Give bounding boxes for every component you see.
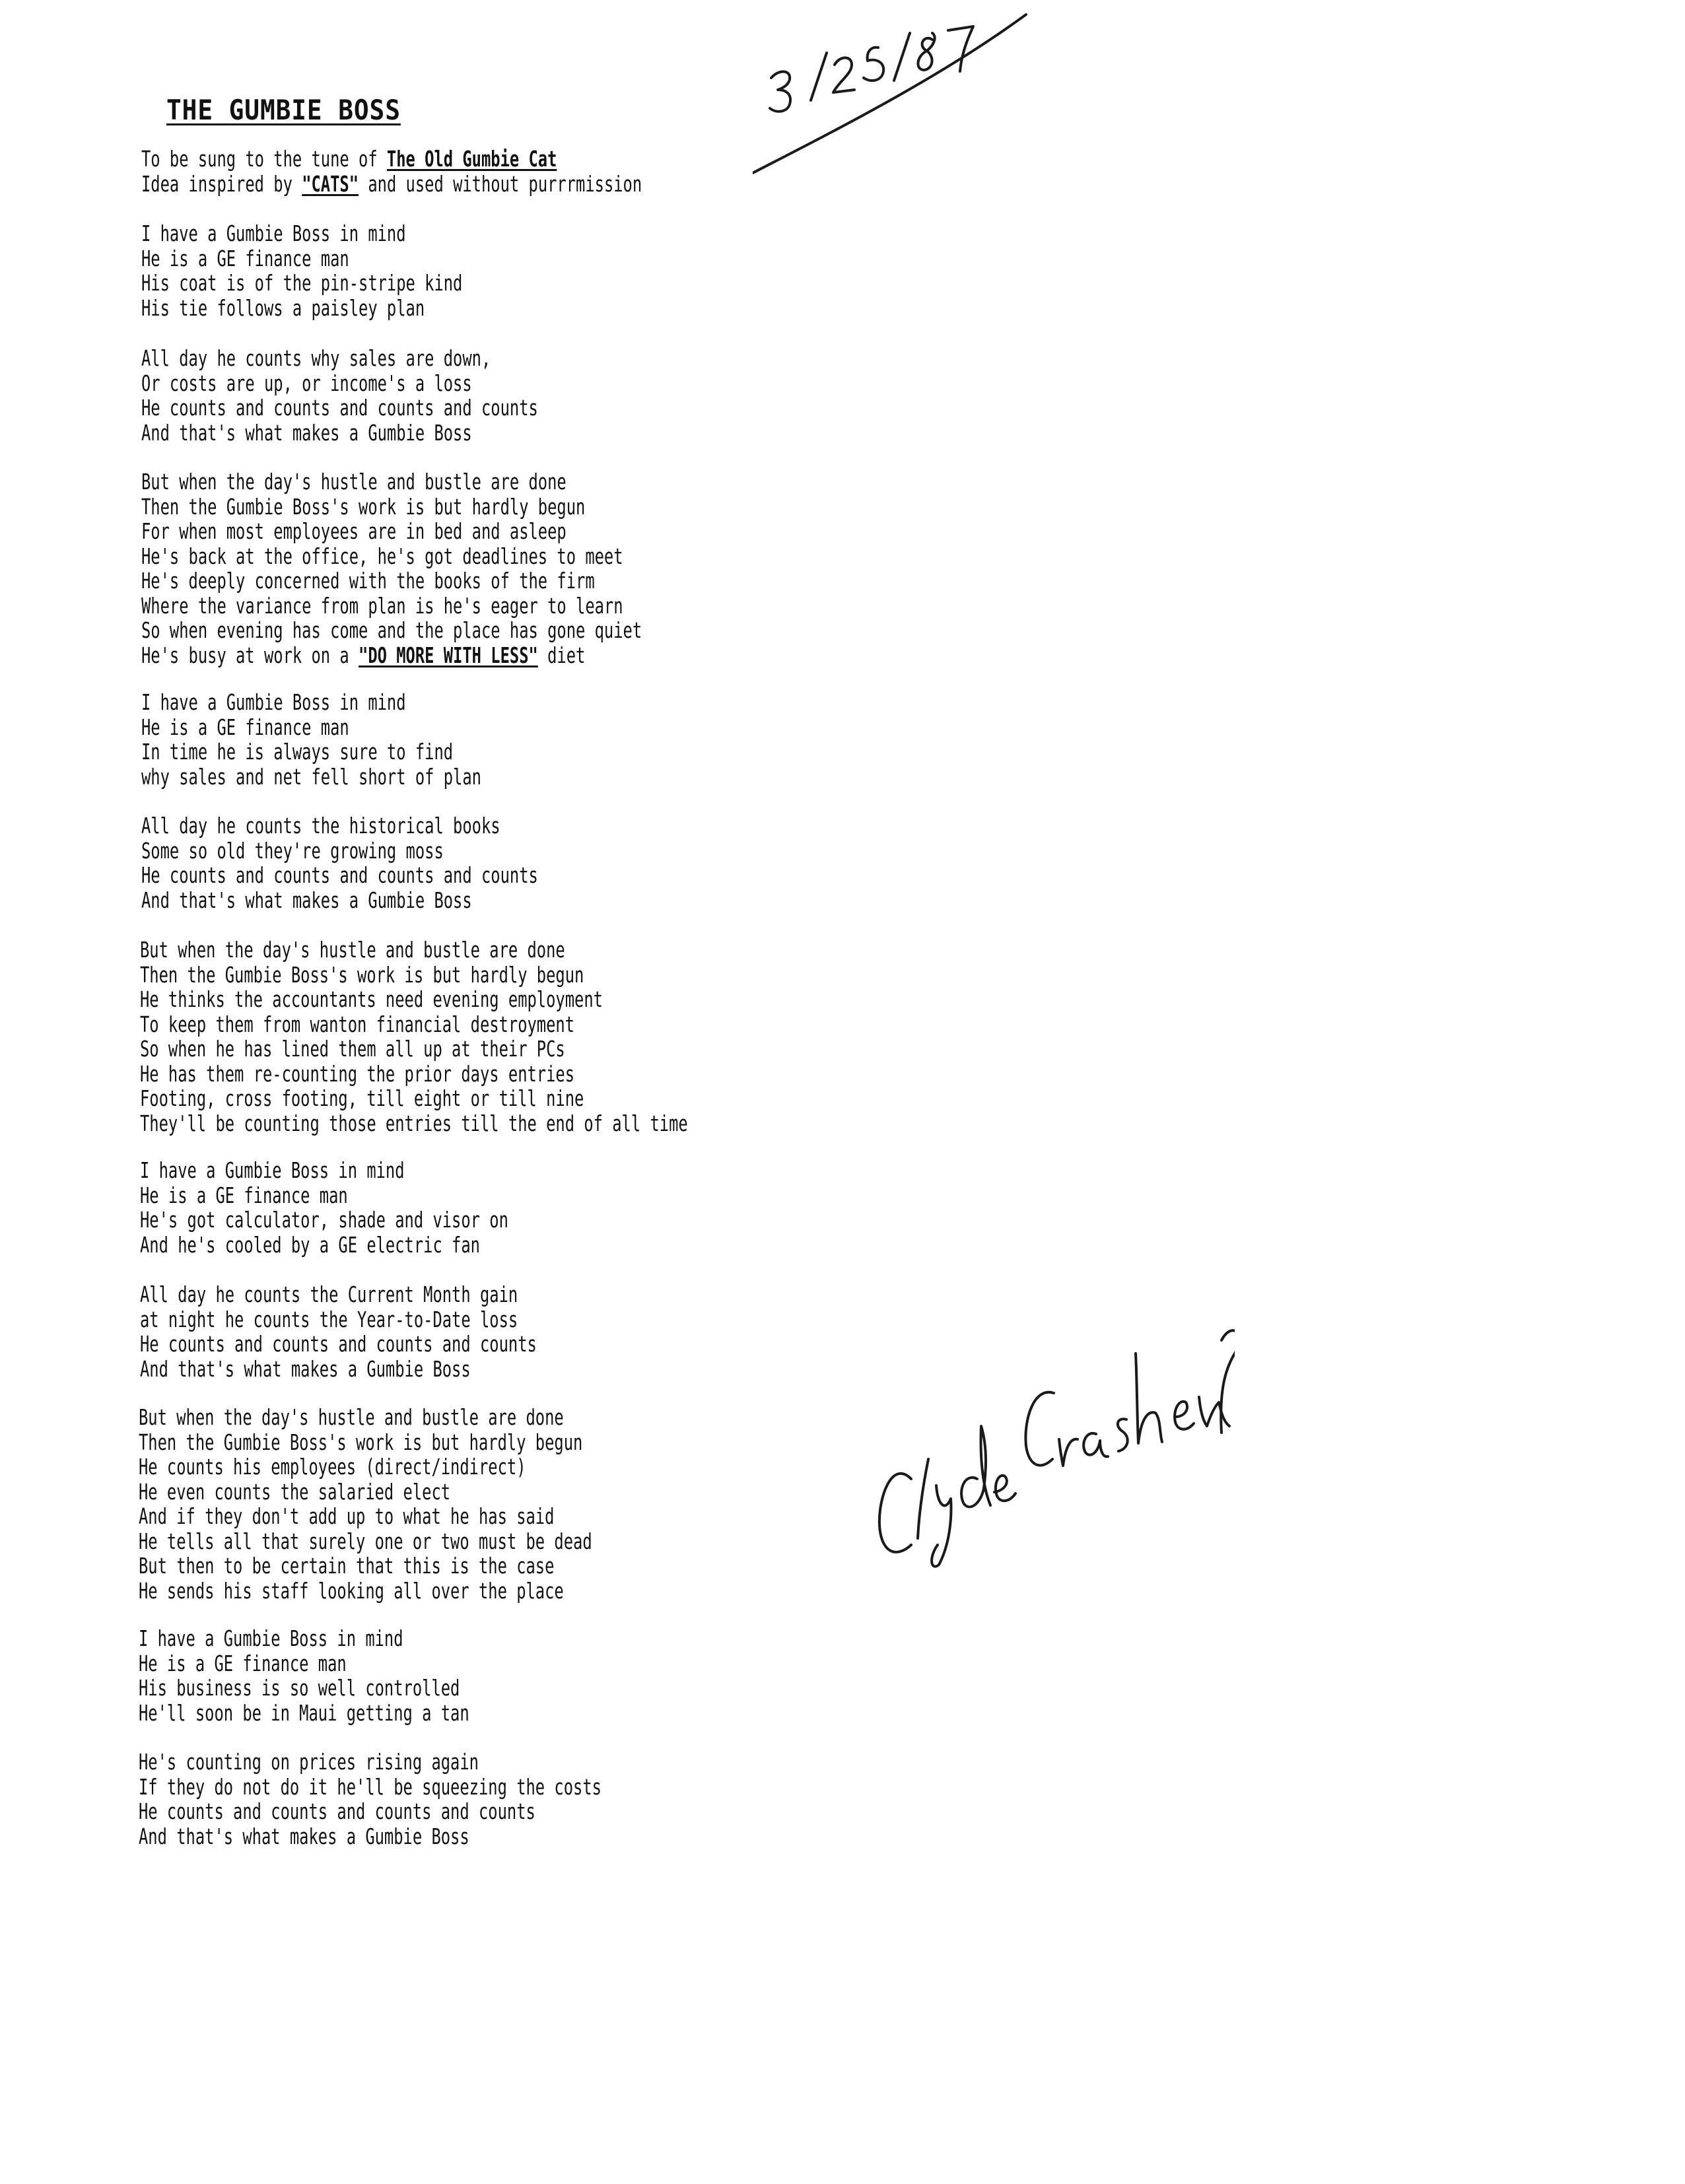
lyric-line: And that's what makes a Gumbie Boss (139, 1823, 469, 1849)
lyric-line: He sends his staff looking all over the place (139, 1577, 564, 1604)
lyric-line: He's deeply concerned with the books of the firm (141, 568, 595, 594)
lyric-line: I have a Gumbie Boss in mind (139, 1625, 403, 1651)
lyric-line: I have a Gumbie Boss in mind (140, 1157, 405, 1183)
lyric-line: He's busy at work on a "DO MORE WITH LESS" diet (141, 642, 586, 668)
stanza (141, 813, 538, 912)
lyric-line: And he's cooled by a GE electric fan (140, 1231, 480, 1258)
lyric-line: He counts and counts and counts and counts (139, 1798, 535, 1824)
lyric-line: In time he is always sure to find (141, 739, 454, 765)
lyric-line: Or costs are up, or income's a loss (141, 370, 472, 396)
lyric-line: He counts and counts and counts and counts (141, 862, 538, 888)
lyric-line: He's got calculator, shade and visor on (140, 1207, 508, 1233)
lyric-line: He's counting on prices rising again (139, 1749, 479, 1775)
lyric-line: He is a GE finance man (139, 1650, 347, 1676)
stanza (141, 469, 642, 667)
tune-title: The Old Gumbie Cat (386, 146, 557, 172)
motto-emphasis: "DO MORE WITH LESS" (359, 642, 538, 668)
lyric-line: And that's what makes a Gumbie Boss (140, 1355, 471, 1382)
lyric-line: Where the variance from plan is he's eager to learn (141, 592, 623, 619)
lyric-line: at night he counts the Year-to-Date loss (140, 1306, 518, 1332)
lyric-line: If they do not do it he'll be squeezing the costs (139, 1773, 602, 1800)
lyric-line: All day he counts the historical books (141, 813, 500, 838)
lyric-line: I have a Gumbie Boss in mind (141, 221, 406, 246)
lyric-line: He is a GE finance man (141, 714, 349, 740)
lyric-line: But when the day's hustle and bustle are done (140, 937, 565, 963)
lyric-line: He counts and counts and counts and counts (141, 395, 538, 421)
lyric-line: But when the day's hustle and bustle are done (141, 469, 567, 495)
handwritten-signature (865, 1261, 1235, 1571)
lyric-line: He has them re-counting the prior days entries (140, 1060, 575, 1087)
lyric-line: To keep them from wanton financial destroyment (140, 1011, 575, 1037)
lyric-line: So when he has lined them all up at their PCs (140, 1036, 565, 1062)
lyric-line: Some so old they're growing moss (141, 837, 444, 864)
song-title: THE GUMBIE BOSS (166, 94, 401, 126)
lyric-line: All day he counts why sales are down, (141, 345, 491, 371)
lyric-line: And that's what makes a Gumbie Boss (141, 419, 472, 446)
stanza (141, 346, 538, 445)
lyric-line: They'll be counting those entries till the end of all time (140, 1110, 688, 1136)
lyric-line: Then the Gumbie Boss's work is but hardly begun (141, 493, 586, 520)
lyric-line: So when evening has come and the place has gone quiet (141, 617, 642, 643)
stanza (139, 1750, 602, 1849)
lyric-line: He counts his employees (direct/indirect) (139, 1454, 526, 1480)
lyric-line: Then the Gumbie Boss's work is but hardly begun (139, 1429, 583, 1455)
lyric-line: He counts and counts and counts and counts (140, 1331, 537, 1357)
lyric-line: All day he counts the Current Month gain (140, 1281, 518, 1307)
lyric-line: For when most employees are in bed and asleep (141, 518, 567, 544)
lyric-line: He tells all that surely one or two must be dead (139, 1528, 592, 1554)
lyric-line: He even counts the salaried elect (139, 1478, 451, 1505)
lyric-line: Footing, cross footing, till eight or till nine (140, 1085, 584, 1111)
lyric-line: But when the day's hustle and bustle are done (139, 1404, 564, 1430)
lyric-line: His tie follows a paisley plan (141, 294, 425, 321)
lyric-line: Then the Gumbie Boss's work is but hardly begun (140, 961, 584, 988)
lyric-line: His business is so well controlled (139, 1675, 460, 1701)
stanza (140, 1158, 508, 1257)
lyric-line: He's back at the office, he's got deadlines to meet (141, 543, 623, 569)
stanza (139, 1405, 592, 1603)
lyric-line: He is a GE finance man (141, 245, 349, 271)
stanza (140, 938, 688, 1136)
handwritten-date (753, 0, 1050, 178)
stanza (141, 221, 462, 320)
intro-line-1: To be sung to the tune of The Old Gumbie Cat (141, 146, 557, 172)
lyric-line: He is a GE finance man (140, 1182, 348, 1208)
stanza (141, 690, 481, 789)
inspiration-title: "CATS" (302, 170, 359, 197)
stanza (140, 1282, 537, 1381)
lyric-line: why sales and net fell short of plan (141, 763, 481, 790)
lyric-line: I have a Gumbie Boss in mind (141, 689, 406, 715)
intro-line-2: Idea inspired by "CATS" and used without purrrmission (141, 170, 642, 197)
lyric-line: His coat is of the pin-stripe kind (141, 270, 463, 296)
lyric-line: And that's what makes a Gumbie Boss (141, 887, 472, 913)
intro-block (141, 147, 642, 196)
lyric-line: He thinks the accountants need evening employment (140, 986, 603, 1012)
lyric-line: And if they don't add up to what he has said (139, 1503, 555, 1529)
stanza (139, 1626, 469, 1725)
lyric-line: He'll soon be in Maui getting a tan (139, 1699, 469, 1726)
lyric-line: But then to be certain that this is the case (139, 1553, 555, 1579)
